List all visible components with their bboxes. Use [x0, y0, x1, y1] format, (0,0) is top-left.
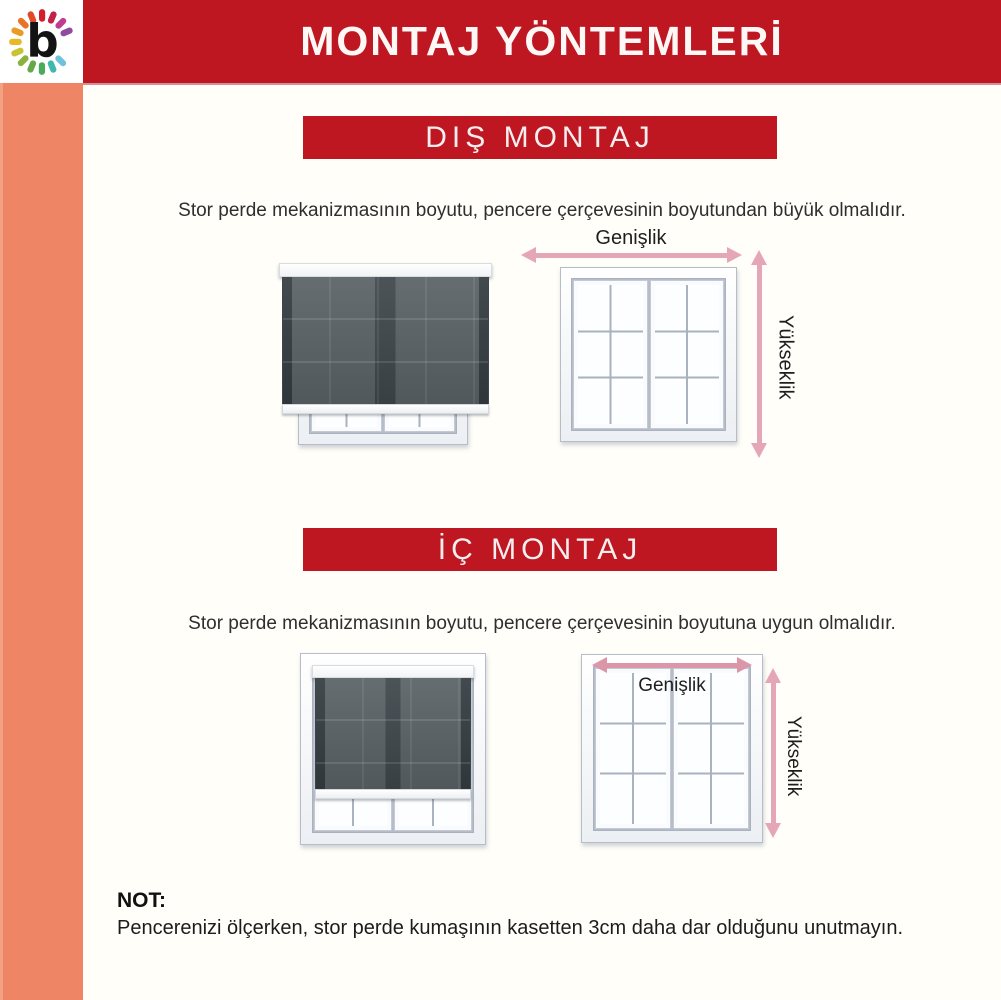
height-label-dis: Yükseklik: [774, 315, 797, 400]
section-description-ic: Stor perde mekanizmasının boyutu, pencere çerçevesinin boyutuna uygun olmalıdır.: [188, 613, 896, 634]
section-banner-dis-montaj: DIŞ MONTAJ: [303, 116, 777, 159]
blind-cassette: [312, 665, 474, 678]
width-label-dis: Genişlik: [595, 227, 667, 249]
note-text: Pencerenizi ölçerken, stor perde kumaşının kasetten 3cm daha dar olduğunu unutmayın.: [117, 917, 904, 939]
brand-logo-ring-icon: [3, 3, 81, 81]
width-dimension-arrow-icon: [606, 663, 738, 668]
brand-logo: [0, 0, 83, 83]
window-glass: [578, 285, 643, 424]
logo-letter: b: [25, 14, 59, 68]
page-title: MONTAJ YÖNTEMLERİ: [300, 18, 784, 64]
window-frame: [571, 278, 726, 431]
section-banner-ic-montaj: İÇ MONTAJ: [303, 528, 777, 571]
height-dimension-arrow-icon: [771, 682, 776, 824]
height-dimension-arrow-icon: [757, 264, 762, 444]
window-glass: [655, 285, 720, 424]
section-description-dis: Stor perde mekanizmasının boyutu, pencere çerçevesinin boyutundan büyük olmalıdır.: [178, 200, 906, 221]
height-label-ic: Yükseklik: [783, 715, 804, 797]
window-sash: [651, 281, 724, 428]
width-label-ic: Genişlik: [638, 675, 706, 696]
blind-fabric: [282, 277, 489, 405]
page-header: [83, 0, 1001, 85]
blind-bottom-bar: [315, 789, 471, 799]
blind-fabric: [315, 678, 471, 789]
width-dimension-arrow-icon: [535, 253, 728, 258]
blind-bottom-bar: [282, 404, 489, 414]
window-illustration-dis-measure: [560, 267, 737, 442]
left-accent-bar: [0, 83, 83, 1000]
window-sash: [574, 281, 647, 428]
blind-cassette: [279, 263, 492, 277]
note-heading: NOT:: [117, 889, 166, 912]
